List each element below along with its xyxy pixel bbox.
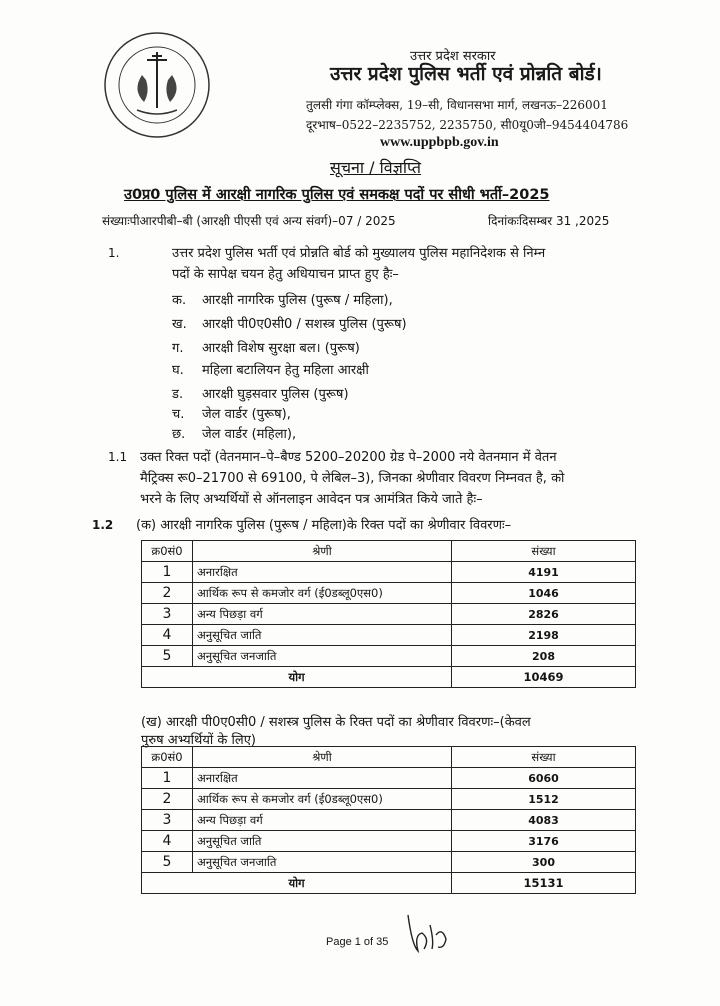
para-text: उत्तर प्रदेश पुलिस भर्ती एवं प्रोन्नति बोर्ड को मुख्यालय पुलिस महानिदेशक से निम्न bbox=[172, 246, 546, 261]
para-text: उक्त रिक्त पदों (वेतनमान–पे–बैण्ड 5200–20200 ग्रेड पे–2000 नये वेतनमान में वेतन bbox=[140, 450, 557, 465]
list-item: च. जेल वार्डर (पुरूष), bbox=[172, 407, 291, 422]
notice-heading: सूचना / विज्ञप्ति bbox=[330, 158, 422, 177]
board-name: उत्तर प्रदेश पुलिस भर्ती एवं प्रोन्नति बोर्ड। bbox=[330, 63, 602, 85]
para-number: 1.1 bbox=[108, 450, 128, 464]
signature bbox=[400, 905, 460, 960]
list-item: छ. जेल वार्डर (महिला), bbox=[172, 427, 297, 442]
table-row: 4 अनुसूचित जाति 3176 bbox=[142, 831, 636, 852]
category-table-civil-police bbox=[141, 540, 636, 688]
notice-date: दिनांकःदिसम्बर 31 ,2025 bbox=[488, 214, 610, 228]
column-header: संख्या bbox=[452, 541, 636, 562]
table-row: 1 अनारक्षित 4191 bbox=[142, 562, 636, 583]
para-text: मैट्रिक्स रू0–21700 से 69100, पे लेबिल–3), जिनका श्रेणीवार विवरण निम्नवत है, को bbox=[140, 471, 565, 486]
category-table-pac bbox=[141, 746, 636, 894]
table-row: 5 अनुसूचित जनजाति 208 bbox=[142, 646, 636, 667]
table-row: 3 अन्य पिछड़ा वर्ग 4083 bbox=[142, 810, 636, 831]
board-website: www.uppbpb.gov.in bbox=[380, 135, 499, 150]
list-item: ग. आरक्षी विशेष सुरक्षा बल। (पुरूष) bbox=[172, 341, 360, 356]
column-header: क्र0सं0 bbox=[142, 541, 193, 562]
page-number: Page 1 of 35 bbox=[326, 936, 389, 948]
table-row: 3 अन्य पिछड़ा वर्ग 2826 bbox=[142, 604, 636, 625]
board-phone: दूरभाष–0522–2235752, 2235750, सी0यू0जी–9454404786 bbox=[306, 118, 629, 132]
para-text: पदों के सापेक्ष चयन हेतु अधियाचन प्राप्त हुए हैः– bbox=[172, 267, 399, 282]
board-seal-logo bbox=[102, 30, 212, 140]
table-row: 5 अनुसूचित जनजाति 300 bbox=[142, 852, 636, 873]
para-number: 1. bbox=[108, 246, 120, 260]
table-row: 2 आर्थिक रूप से कमजोर वर्ग (ई0डब्लू0एस0) 1512 bbox=[142, 789, 636, 810]
board-address: तुलसी गंगा कॉम्प्लेक्स, 19–सी, विधानसभा मार्ग, लखनऊ–226001 bbox=[306, 98, 608, 112]
notice-subject: उ0प्र0 पुलिस में आरक्षी नागरिक पुलिस एवं समकक्ष पदों पर सीधी भर्ती–2025 bbox=[124, 187, 550, 203]
table-total-row: योग 10469 bbox=[142, 667, 636, 688]
column-header: क्र0सं0 bbox=[142, 747, 193, 768]
column-header: श्रेणी bbox=[193, 747, 452, 768]
table-row: 1 अनारक्षित 6060 bbox=[142, 768, 636, 789]
section-title: (ख) आरक्षी पी0ए0सी0 / सशस्त्र पुलिस के रिक्त पदों का श्रेणीवार विवरणः–(केवल bbox=[141, 715, 531, 730]
para-number: 1.2 bbox=[92, 518, 114, 532]
list-item: ड. आरक्षी घुड़सवार पुलिस (पुरूष) bbox=[172, 387, 349, 402]
section-title: पुरुष अभ्यर्थियों के लिए) bbox=[141, 733, 256, 748]
section-title: (क) आरक्षी नागरिक पुलिस (पुरूष / महिला)के रिक्त पदों का श्रेणीवार विवरणः– bbox=[136, 518, 512, 533]
column-header: श्रेणी bbox=[193, 541, 452, 562]
list-item: ख. आरक्षी पी0ए0सी0 / सशस्त्र पुलिस (पुरूष) bbox=[172, 317, 407, 332]
list-item: क. आरक्षी नागरिक पुलिस (पुरूष / महिला), bbox=[172, 293, 393, 308]
column-header: संख्या bbox=[452, 747, 636, 768]
reference-number: संख्याःपीआरपीबी–बी (आरक्षी पीएसी एवं अन्य संवर्ग)–07 / 2025 bbox=[102, 214, 396, 228]
table-total-row: योग 15131 bbox=[142, 873, 636, 894]
table-row: 4 अनुसूचित जाति 2198 bbox=[142, 625, 636, 646]
para-text: भरने के लिए अभ्यर्थियों से ऑनलाइन आवेदन पत्र आमंत्रित किये जाते हैः– bbox=[140, 492, 483, 507]
govt-name: उत्तर प्रदेश सरकार bbox=[410, 49, 496, 64]
list-item: घ. महिला बटालियन हेतु महिला आरक्षी bbox=[172, 363, 369, 378]
table-row: 2 आर्थिक रूप से कमजोर वर्ग (ई0डब्लू0एस0) 1046 bbox=[142, 583, 636, 604]
